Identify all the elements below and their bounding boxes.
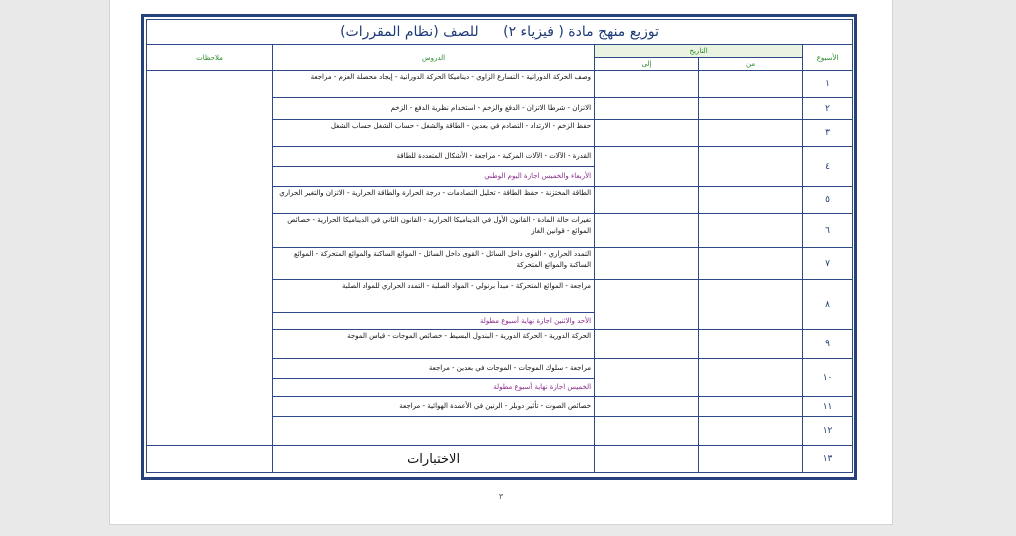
- week-number: ١٠: [803, 359, 853, 397]
- date-to-cell: [595, 397, 699, 417]
- date-from-cell: [699, 147, 803, 187]
- lesson-cell: التمدد الحراري - القوى داخل السائل - القوى داخل السائل - الموائع الساكنة والموائع المتحركة - الموائع الساكنة والموائع المتحركة: [273, 248, 595, 280]
- date-to-cell: [595, 187, 699, 214]
- lesson-cell: حفظ الزخم - الارتداد - التصادم في بعدين - الطاقة والشغل - حساب الشغل حساب الشغل: [273, 120, 595, 147]
- date-from-cell: [699, 187, 803, 214]
- week-number: ٢: [803, 98, 853, 120]
- lesson-cell: [273, 417, 595, 446]
- date-to-cell: [595, 330, 699, 359]
- table-title: [147, 20, 853, 45]
- week-number: ١: [803, 71, 853, 98]
- date-to-cell: [595, 120, 699, 147]
- date-to-cell: [595, 98, 699, 120]
- week-number: ٨: [803, 280, 853, 330]
- date-to-cell: [595, 359, 699, 397]
- header-to: إلى: [595, 58, 699, 71]
- notes-cell: [147, 71, 273, 446]
- date-from-cell: [699, 330, 803, 359]
- curriculum-table: [146, 19, 853, 473]
- notes-cell: [147, 446, 273, 473]
- week-number: ٥: [803, 187, 853, 214]
- lesson-cell: الطاقة المختزنة - حفظ الطاقة - تحليل التصادمات - درجة الحرارة والطاقة الحرارية - الاتزان والتغير الحراري: [273, 187, 595, 214]
- title-class: للصف (نظام المقررات): [340, 24, 479, 40]
- title-subject: توزيع منهج مادة ( فيزياء ٢): [503, 24, 659, 40]
- date-from-cell: [699, 446, 803, 473]
- lesson-cell: الحركة الدورية - الحركة الدورية - البندول البسيط - خصائص الموجات - قياس الموجة: [273, 330, 595, 359]
- lesson-cell: خصائص الصوت - تأثير دوبلر - الرنين في الأعمدة الهوائية - مراجعة: [273, 397, 595, 417]
- lesson-cell: الاتزان - شرطا الاتزان - الدفع والزخم - استخدام نظرية الدفع - الزخم: [273, 98, 595, 120]
- header-lessons: الدروس: [273, 45, 595, 71]
- lesson-cell: وصف الحركة الدورانية - التسارع الزاوي - ديناميكا الحركة الدورانية - إيجاد محصلة العزم - مراجعة: [273, 71, 595, 98]
- page-number: ٣: [498, 492, 504, 501]
- header-date: التاريخ: [595, 45, 803, 58]
- date-from-cell: [699, 280, 803, 330]
- holiday-note: الأحد والاثنين اجازة نهاية أسبوع مطولة: [273, 313, 595, 330]
- lesson-cell: مراجعة - الموائع المتحركة - مبدأ برنولي - المواد الصلبة - التمدد الحراري للمواد الصلبة: [273, 280, 595, 313]
- date-from-cell: [699, 359, 803, 397]
- date-from-cell: [699, 98, 803, 120]
- date-from-cell: [699, 71, 803, 98]
- date-from-cell: [699, 120, 803, 147]
- week-number: ١١: [803, 397, 853, 417]
- date-to-cell: [595, 417, 699, 446]
- date-to-cell: [595, 147, 699, 187]
- week-number: ٩: [803, 330, 853, 359]
- date-from-cell: [699, 214, 803, 248]
- header-week: الأسبوع: [803, 45, 853, 71]
- week-number: ١٣: [803, 446, 853, 473]
- date-to-cell: [595, 214, 699, 248]
- week-number: ٤: [803, 147, 853, 187]
- date-from-cell: [699, 397, 803, 417]
- header-notes: ملاحظات: [147, 45, 273, 71]
- document-page: [109, 0, 893, 525]
- lesson-cell: القدرة - الآلات - الآلات المركبة - مراجعة - الأشكال المتعددة للطاقة: [273, 147, 595, 167]
- date-from-cell: [699, 248, 803, 280]
- exams-cell: الاختبارات: [273, 446, 595, 473]
- header-from: من: [699, 58, 803, 71]
- date-to-cell: [595, 446, 699, 473]
- date-to-cell: [595, 280, 699, 330]
- holiday-note: الخميس اجازة نهاية أسبوع مطولة: [273, 379, 595, 397]
- week-number: ٣: [803, 120, 853, 147]
- lesson-cell: تغيرات حالة المادة - القانون الأول في الديناميكا الحرارية - القانون الثاني في الديناميكا الحرارية - خصائص الموائع - قوانين الغاز: [273, 214, 595, 248]
- week-number: ١٢: [803, 417, 853, 446]
- week-number: ٦: [803, 214, 853, 248]
- date-from-cell: [699, 417, 803, 446]
- table-frame: [141, 14, 857, 480]
- lesson-cell: مراجعة - سلوك الموجات - الموجات في بعدين - مراجعة: [273, 359, 595, 379]
- date-to-cell: [595, 71, 699, 98]
- date-to-cell: [595, 248, 699, 280]
- holiday-note: الأربعاء والخميس اجازة اليوم الوطني: [273, 167, 595, 187]
- week-number: ٧: [803, 248, 853, 280]
